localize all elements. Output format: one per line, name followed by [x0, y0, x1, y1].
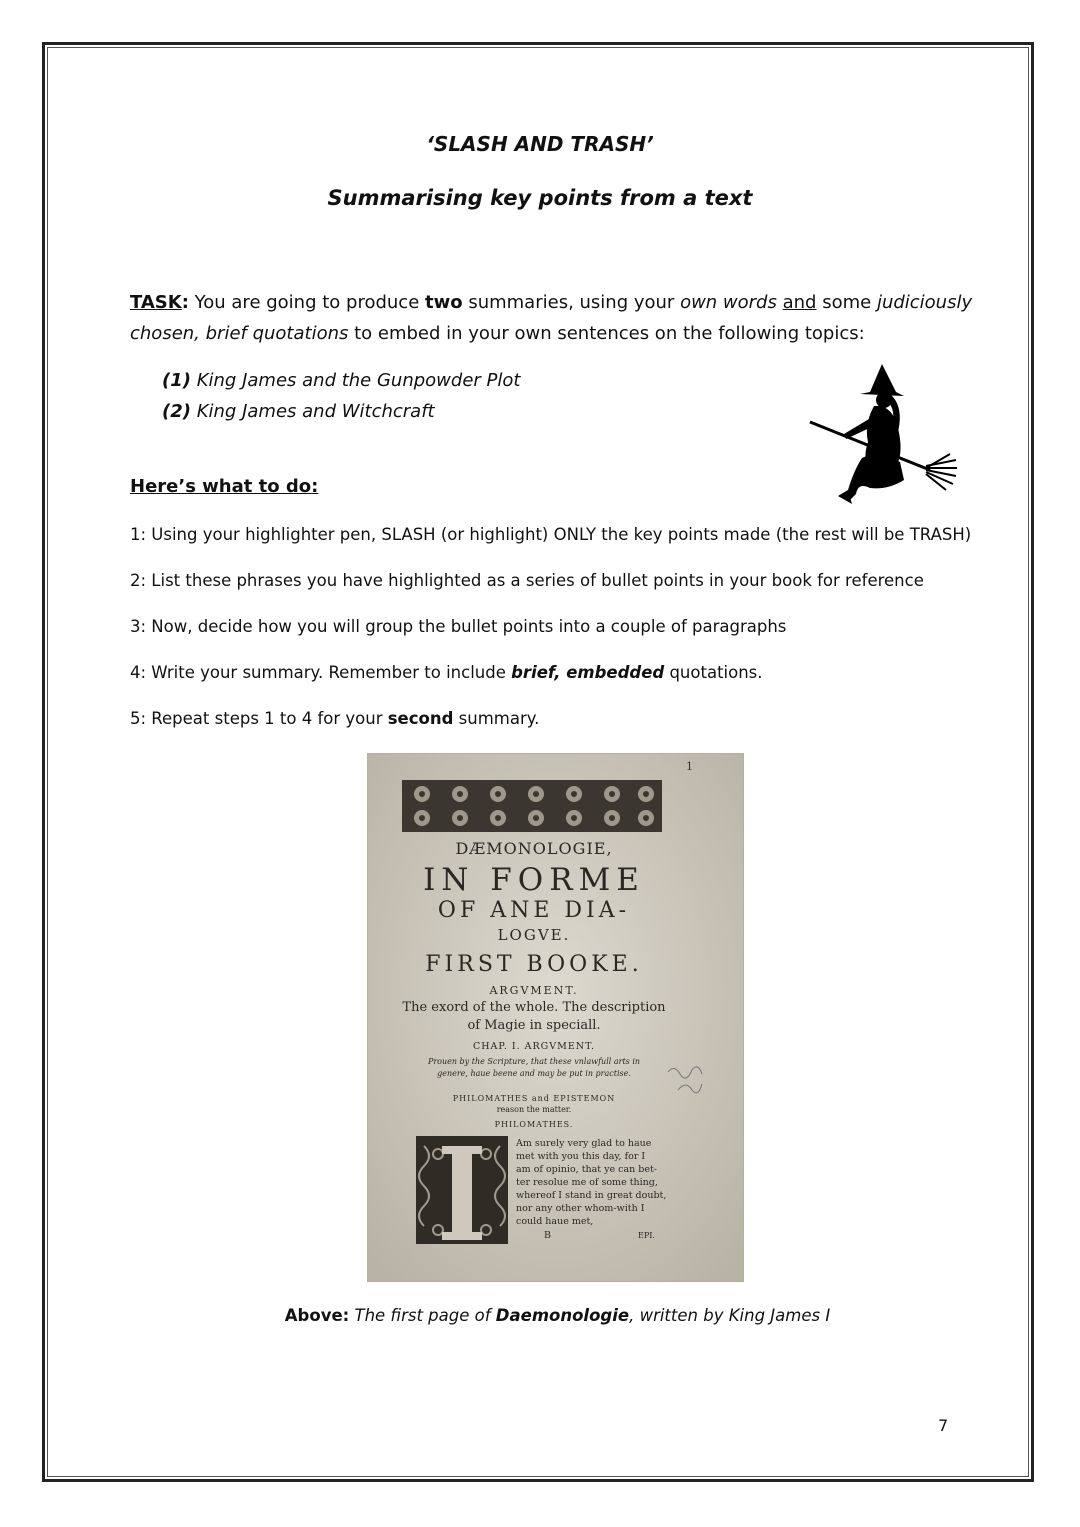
caption-book-title: Daemonologie	[495, 1306, 630, 1325]
topic-number: (2)	[162, 401, 191, 422]
step-item: 1: Using your highlighter pen, SLASH (or highlight) ONLY the key points made (the rest will be TRASH)	[130, 525, 972, 544]
book-line: PHILOMATHES and EPISTEMON	[452, 1094, 616, 1103]
book-catchword: EPI.	[638, 1231, 655, 1240]
instructions-heading	[130, 476, 318, 497]
caption-text: The first page of	[349, 1306, 496, 1325]
topic-number: (1)	[162, 370, 191, 391]
page-title: ‘SLASH AND TRASH’	[426, 132, 654, 156]
step-item: 3: Now, decide how you will group the bullet points into a couple of paragraphs	[130, 617, 787, 636]
topic-text: King James and Witchcraft	[196, 401, 435, 422]
task-text: some	[816, 292, 877, 313]
instructions-heading-colon: :	[311, 476, 319, 497]
topic-item	[162, 365, 520, 396]
book-body-line: Am surely very glad to haue	[516, 1138, 652, 1149]
book-line: of Magie in speciall.	[467, 1018, 601, 1033]
step-item: 2: List these phrases you have highlighted as a series of bullet points in your book for reference	[130, 571, 924, 590]
book-line: PHILOMATHES.	[494, 1120, 574, 1129]
task-text: summaries, using your	[462, 292, 681, 313]
book-line: reason the matter.	[496, 1105, 572, 1114]
task-underline: and	[782, 292, 817, 313]
step-text: 4: Write your summary. Remember to include	[130, 663, 512, 682]
book-signature-mark: B	[544, 1230, 551, 1241]
task-colon: :	[181, 292, 189, 313]
witch-on-broomstick-icon	[808, 362, 958, 507]
book-line: IN FORME	[423, 862, 645, 898]
book-body-line: ter resolue me of some thing,	[516, 1177, 658, 1188]
image-caption	[0, 1306, 1080, 1325]
task-label: TASK	[130, 292, 182, 313]
task-bold: two	[425, 292, 463, 313]
book-body-line: nor any other whom-with I	[516, 1203, 645, 1214]
page-number: 7	[938, 1416, 949, 1435]
ornament-band	[402, 780, 662, 832]
topic-list	[162, 365, 520, 427]
task-text: You are going to produce	[188, 292, 425, 313]
caption-label: Above:	[284, 1306, 350, 1325]
decorated-initial	[416, 1136, 508, 1244]
step-emphasis: second	[387, 709, 454, 728]
step-emphasis: brief, embedded	[511, 663, 665, 682]
page-mark: 1	[686, 760, 693, 773]
instructions-heading-text: Here’s what to do	[130, 476, 312, 497]
book-line: DÆMONOLOGIE,	[455, 839, 613, 858]
book-line: Prouen by the Scripture, that these vnlawfull arts in	[427, 1057, 641, 1066]
book-line: CHAP. I. ARGVMENT.	[472, 1041, 596, 1052]
book-line: LOGVE.	[497, 926, 571, 944]
daemonologie-page-photo	[367, 753, 744, 1282]
task-italic: judiciously chosen, brief quotations	[130, 292, 973, 344]
step-item	[130, 709, 539, 728]
step-item	[130, 663, 763, 682]
book-line: The exord of the whole. The description	[402, 1000, 666, 1015]
topic-text: King James and the Gunpowder Plot	[196, 370, 521, 391]
book-body-line: am of opinio, that ye can bet-	[516, 1164, 658, 1175]
step-text: summary.	[453, 709, 540, 728]
task-text: to embed in your own sentences on the following topics:	[348, 323, 865, 344]
book-line: ARGVMENT.	[489, 984, 579, 997]
book-body-line: met with you this day, for I	[516, 1151, 646, 1162]
book-body-line: could haue met,	[516, 1216, 594, 1227]
book-body-line: whereof I stand in great doubt,	[516, 1190, 667, 1201]
page-subtitle: Summarising key points from a text	[327, 186, 753, 210]
book-line: OF ANE DIA-	[437, 898, 631, 923]
book-line: genere, haue beene and may be put in practise.	[437, 1069, 631, 1078]
caption-text: , written by King James I	[629, 1306, 831, 1325]
book-line: FIRST BOOKE.	[425, 952, 643, 977]
task-italic: own words	[680, 292, 777, 313]
step-text: 5: Repeat steps 1 to 4 for your	[130, 709, 388, 728]
step-text: quotations.	[664, 663, 763, 682]
topic-item	[162, 396, 520, 427]
task-paragraph	[130, 287, 980, 349]
